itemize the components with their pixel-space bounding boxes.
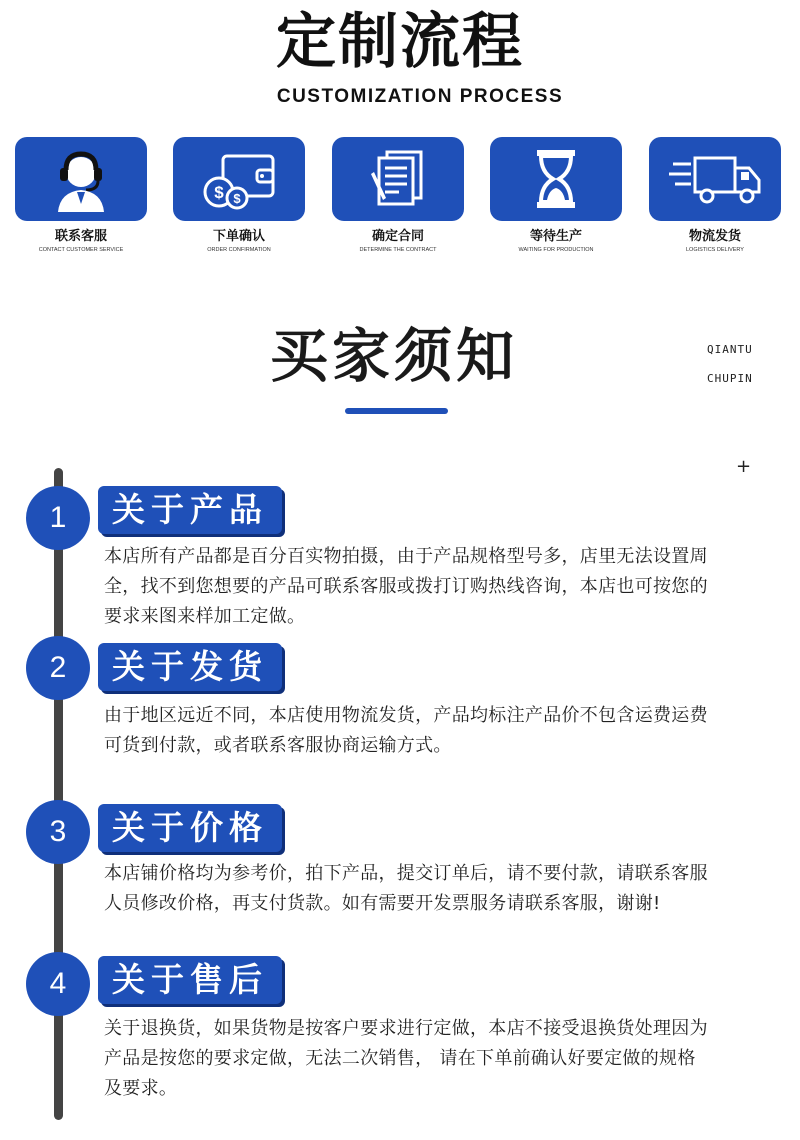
- step-production: [490, 137, 622, 254]
- step-icon-box: [332, 137, 464, 221]
- contract-document-icon: [363, 144, 433, 214]
- step-title: 下单确认: [212, 229, 265, 244]
- customer-service-icon: [46, 144, 116, 214]
- section-title: 关于产品: [98, 486, 282, 534]
- step-icon-box: [173, 137, 305, 221]
- section-body: 由于地区远近不同，本店使用物流发货，产品均标注产品价不包含运费运费可货到付款，或者联系客服协商运输方式。: [104, 705, 708, 756]
- step-title: 确定合同: [371, 229, 424, 244]
- section-number: 3: [26, 800, 90, 864]
- section-body: 本店所有产品都是百分百实物拍摄，由于产品规格型号多，店里无法设置周全，找不到您想要的产品可联系客服或拨打订购热线咨询，本店也可按您的要求来图来样加工定做。: [104, 546, 708, 627]
- delivery-truck-icon: [665, 144, 765, 214]
- step-delivery: [649, 137, 781, 254]
- svg-text:$: $: [214, 183, 224, 202]
- page-subtitle: CUSTOMIZATION PROCESS: [276, 86, 564, 107]
- timeline-line: [54, 468, 63, 1120]
- step-icon-box: [649, 137, 781, 221]
- svg-text:$: $: [233, 191, 241, 206]
- step-title: 等待生产: [529, 229, 582, 244]
- step-contract: [332, 137, 464, 254]
- step-order-confirm: [173, 137, 305, 254]
- notice-title: 买家须知: [270, 322, 519, 390]
- step-title: 物流发货: [688, 229, 741, 244]
- section-number: 4: [26, 952, 90, 1016]
- page-title: 定制流程: [276, 7, 524, 77]
- section-number: 1: [26, 486, 90, 550]
- step-subtitle: CONTACT CUSTOMER SERVICE: [38, 247, 124, 253]
- section-title: 关于售后: [98, 956, 282, 1004]
- title-underline: [345, 408, 448, 414]
- section-body: 关于退换货，如果货物是按客户要求进行定做，本店不接受退换货处理因为产品是按您的要求定做，无法二次销售， 请在下单前确认好要定做的规格及要求。: [104, 1018, 708, 1099]
- step-title: 联系客服: [54, 229, 107, 244]
- section-body: 本店铺价格均为参考价，拍下产品，提交订单后，请不要付款，请联系客服人员修改价格，再支付货款。如有需要开发票服务请联系客服，谢谢!: [104, 863, 708, 914]
- step-icon-box: [490, 137, 622, 221]
- step-subtitle: DETERMINE THE CONTRACT: [359, 247, 437, 253]
- brand-line-1: QIANTU: [707, 343, 753, 356]
- step-icon-box: [15, 137, 147, 221]
- step-subtitle: WAITING FOR PRODUCTION: [518, 247, 594, 253]
- section-title: 关于发货: [98, 643, 282, 691]
- process-steps: [0, 137, 800, 267]
- brand-line-2: CHUPIN: [707, 372, 753, 385]
- step-contact-service: [15, 137, 147, 254]
- step-subtitle: ORDER CONFIRMATION: [207, 247, 271, 253]
- section-title: 关于价格: [98, 804, 282, 852]
- step-subtitle: LOGISTICS DELIVERY: [686, 247, 744, 253]
- section-number: 2: [26, 636, 90, 700]
- plus-icon: +: [736, 456, 752, 477]
- wallet-coins-icon: [199, 144, 279, 214]
- hourglass-icon: [521, 144, 591, 214]
